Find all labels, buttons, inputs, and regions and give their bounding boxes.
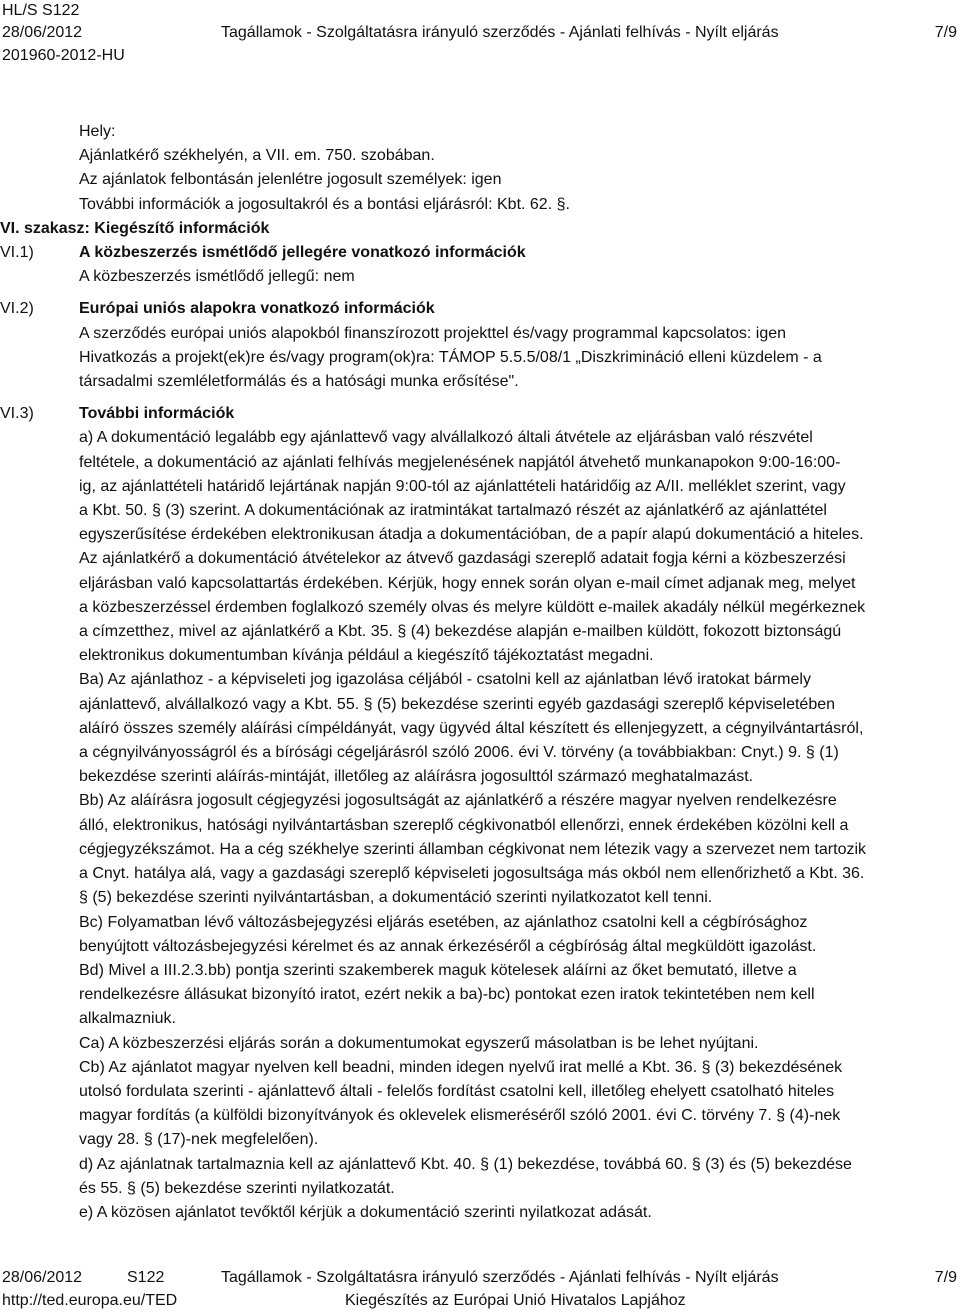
item-line: alkalmazniuk. [79, 1010, 176, 1028]
item-number: VI.1) [0, 244, 34, 262]
item-line: Ba) Az ajánlathoz - a képviseleti jog igazolása céljából - csatolni kell az ajánlatban lévő iratokat bármely [79, 671, 811, 689]
item-line: aláíró összes személy aláírási címpéldányát, vagy ügyvéd által készített és ellenjegyzett, a cégnyilvántartásról, [79, 719, 864, 737]
item-line: Ca) A közbeszerzési eljárás során a dokumentumokat egyszerű másolatban is be lehet nyújtani. [79, 1034, 759, 1052]
footer-date: 28/06/2012 [2, 1269, 83, 1286]
item-line: Az ajánlatkérő a dokumentáció átvételekor az átvevő gazdasági szereplő adatait fogja kérni a közbeszerzési [79, 550, 846, 568]
footer-title: Tagállamok - Szolgáltatásra irányuló szerződés - Ajánlati felhívás - Nyílt eljárás [221, 1269, 779, 1286]
section-title: VI. szakasz: Kiegészítő információk [0, 219, 270, 237]
header-title: Tagállamok - Szolgáltatásra irányuló szerződés - Ajánlati felhívás - Nyílt eljárás [221, 24, 779, 41]
intro-line: Az ajánlatok felbontásán jelenlétre jogosult személyek: igen [79, 171, 502, 189]
item-line: d) Az ajánlatnak tartalmaznia kell az ajánlattevő Kbt. 40. § (1) bekezdése, továbbá 60. § (3) és (5) bekezdése [79, 1155, 852, 1173]
document-body [0, 120, 960, 1225]
item-line: Hivatkozás a projekt(ek)re és/vagy program(ok)ra: TÁMOP 5.5.5/08/1 „Diszkrimináció elleni küzdelem - a [79, 348, 822, 366]
item-line: a) A dokumentáció legalább egy ajánlattevő vagy alvállalkozó általi átvétele az eljárásban való részvétel [79, 429, 813, 447]
intro-block [0, 120, 960, 217]
item-line: álló, elektronikus, hatósági nyilvántartásban szereplő cégkivonatból ellenőrzi, ennek érdekében közölni kell a [79, 816, 849, 834]
header-page-number: 7/9 [934, 24, 957, 41]
item-line: magyar fordítás (a külföldi bizonyítványok és oklevelek elismeréséről szóló 2001. évi C. törvény 7. § (4)-nek [79, 1107, 841, 1125]
item-heading: A közbeszerzés ismétlődő jellegére vonatkozó információk [79, 244, 526, 262]
intro-line: Hely: [79, 123, 116, 140]
item-line: társadalmi szemléletformálás és a hatósági munka erősítése". [79, 373, 519, 391]
page-header [0, 0, 960, 72]
item-heading: További információk [79, 405, 235, 423]
item-line: elektronikus dokumentumban kívánja például a kiegészítő tájékoztatást megadni. [79, 647, 654, 665]
intro-line: További információk a jogosultakról és a bontási eljárásról: Kbt. 62. §. [79, 195, 570, 213]
item-line: Bd) Mivel a III.2.3.bb) pontja szerinti szakemberek maguk kötelesek aláírni az őket bemutató, illetve a [79, 961, 797, 979]
item-line: e) A közösen ajánlatot tevőktől kérjük a dokumentáció szerinti nyilatkozat adását. [79, 1203, 652, 1221]
intro-line: Ajánlatkérő székhelyén, a VII. em. 750. szobában. [79, 147, 435, 165]
item-line: Bb) Az aláírásra jogosult cégjegyzési jogosultságát az ajánlatkérő a részére magyar nyelven rendelkezésre [79, 792, 837, 810]
item-line: a Cnyt. hatálya alá, vagy a gazdasági szereplő képviseleti jogosultsága más okból nem ellenőrizhető a Kbt. 36. [79, 865, 865, 883]
item-line: és 55. § (5) bekezdése szerinti nyilatkozatát. [79, 1179, 395, 1197]
doc-code: HL/S S122 [2, 2, 80, 19]
item-line: A szerződés európai uniós alapokból finanszírozott projekttel és/vagy programmal kapcsolatos: igen [79, 324, 787, 342]
item-line: bekezdése szerinti aláírás-mintáját, illetőleg az aláírásra jogosulttól származó meghatalmazást. [79, 768, 754, 786]
header-date: 28/06/2012 [2, 24, 83, 41]
doc-id: 201960-2012-HU [2, 47, 125, 64]
footer-publisher: Kiegészítés az Európai Unió Hivatalos Lapjához [345, 1292, 686, 1309]
item-line: utolsó fordulata szerinti - ajánlattevő általi - felelős fordítást csatolni kell, illetőleg ehelyett csatolható hiteles [79, 1082, 835, 1100]
item-number: VI.3) [0, 405, 34, 423]
item-line: cégjegyzékszámot. Ha a cég székhelye szerinti államban cégkivonat nem létezik vagy a szervezet nem tartozik [79, 840, 867, 858]
item-line: a címzetthez, mivel az ajánlatkérő a Kbt. 35. § (4) bekezdése alapján e-mailben küldött, fokozott biztonságú [79, 623, 842, 641]
item-line: ajánlattevő, alvállalkozó vagy a Kbt. 55. § (5) bekezdése szerinti egyéb gazdasági szereplő képviseletében [79, 695, 836, 713]
item-line: egyszerűsítése érdekében elektronikusan átadja a dokumentációban, de a papír alapú dokumentáció a hiteles. [79, 526, 864, 544]
item-line: a cégnyilványosságról és a bírósági cégeljárásról szóló 2006. évi V. törvény (a továbbiakban: Cnyt.) 9. § (1) [79, 744, 839, 762]
item-line: a Kbt. 50. § (3) szerint. A dokumentációnak az iratmintákat tartalmazó részét az ajánlatkérő az ajánlattétel [79, 502, 827, 520]
footer-page-number: 7/9 [934, 1269, 957, 1286]
item-number: VI.2) [0, 300, 34, 318]
footer-url: http://ted.europa.eu/TED [2, 1292, 178, 1309]
item-line: Bc) Folyamatban lévő változásbejegyzési eljárás esetében, az ajánlathoz csatolni kell a cégbírósághoz [79, 913, 808, 931]
item-line: feltétele, a dokumentáció az ajánlati felhívás megjelenésének napjától átvehető munkanapokon 9:00-16:00- [79, 453, 841, 471]
page-footer [0, 1263, 960, 1311]
item-line: benyújtott változásbejegyzési kérelmet és az annak érkezéséről a cégbíróság által megküldött igazolást. [79, 937, 817, 955]
section-item-vi2 [0, 297, 960, 394]
item-heading: Európai uniós alapokra vonatkozó információk [79, 300, 435, 318]
item-line: rendelkezésre állásukat bizonyító iratot, ezért nekik a ba)-bc) pontokat ezen iratok tekintetében nem kell [79, 986, 815, 1004]
item-line: vagy 28. § (17)-nek megfelelően). [79, 1131, 319, 1149]
item-line: § (5) bekezdése szerinti nyilvántartásban, a dokumentáció szerinti nyilatkozatot kell tenni. [79, 889, 713, 907]
item-line: A közbeszerzés ismétlődő jellegű: nem [79, 268, 355, 286]
item-line: eljárásban való kapcsolattartás érdekében. Kérjük, hogy ennek során olyan e-mail címet adjanak meg, melyet [79, 574, 856, 592]
item-line: ig, az ajánlattételi határidő lejártának napján 9:00-tól az ajánlattételi határidőig az A/II. melléklet szerint, vagy [79, 477, 846, 495]
footer-series: S122 [127, 1269, 165, 1286]
item-line: Cb) Az ajánlatot magyar nyelven kell beadni, minden idegen nyelvű irat mellé a Kbt. 36. § (3) bekezdésének [79, 1058, 843, 1076]
item-line: a közbeszerzéssel érdemben foglalkozó személy olvas és melyre küldött e-mailek akadály nélkül megérkeznek [79, 598, 866, 616]
section-item-vi3 [0, 402, 960, 1225]
section-item-vi1 [0, 241, 960, 289]
